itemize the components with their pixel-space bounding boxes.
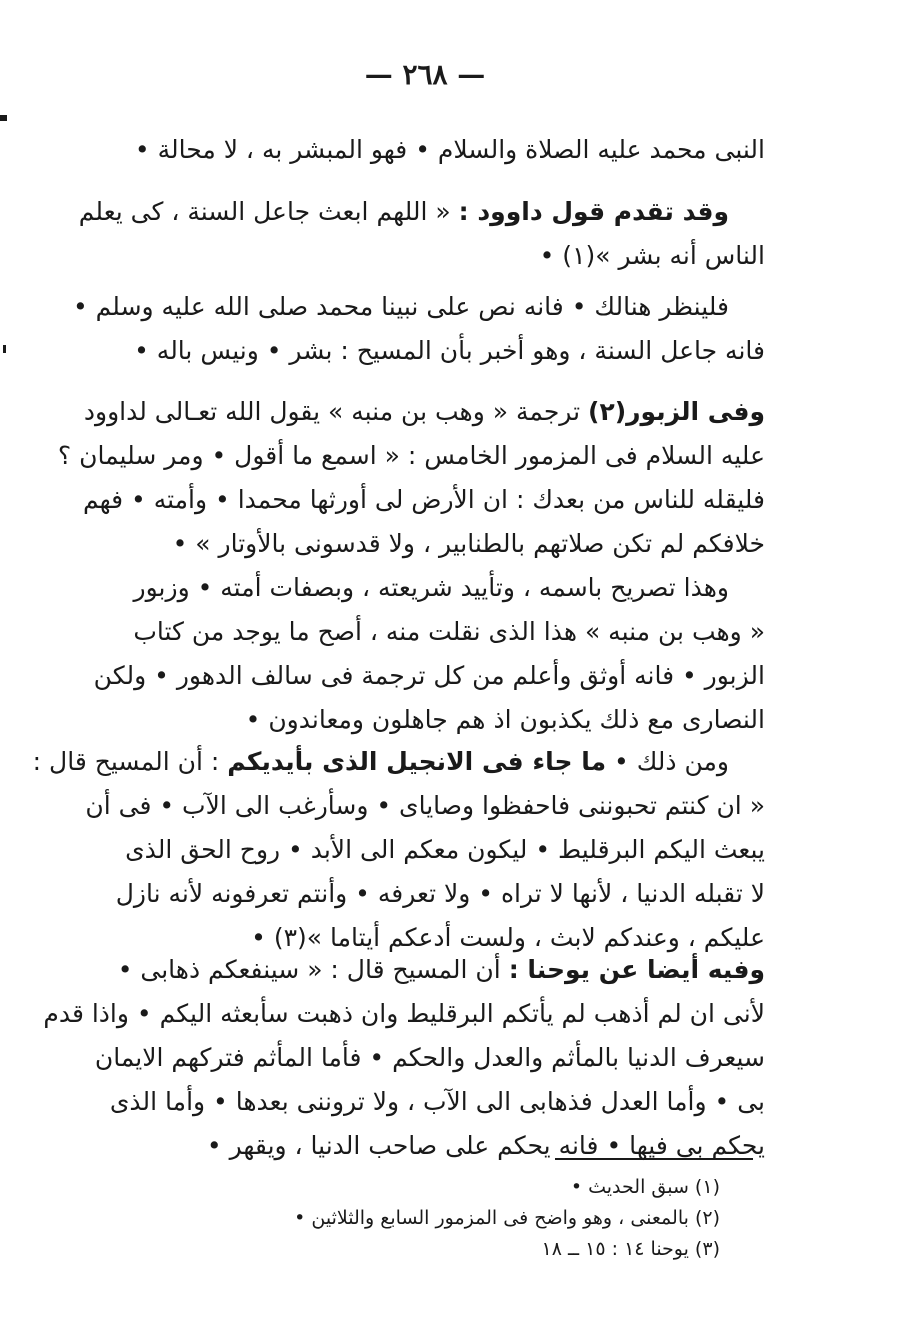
bold-heading-run: وفى الزبور(٢) xyxy=(588,397,765,426)
bold-heading-run: وفيه أيضا عن يوحنا : xyxy=(508,955,765,984)
text-line: فليقله للناس من بعدك : ان الأرض لى أورثها محمدا • وأمته • فهم xyxy=(82,485,765,514)
paragraph xyxy=(32,740,765,960)
text-line: الناس أنه بشر »(١) • xyxy=(539,241,765,270)
footnote: (١) سبق الحديث • xyxy=(570,1176,720,1198)
text-line: لا تقبله الدنيا ، لأنها لا تراه • ولا تعرفه • وأنتم تعرفونه لأنه نازل xyxy=(115,879,765,908)
text-line: النبى محمد عليه الصلاة والسلام • فهو المبشر به ، لا محالة • xyxy=(134,135,765,164)
text-line: « ان كنتم تحبوننى فاحفظوا وصاياى • وسأرغب الى الآب • فى أن xyxy=(85,791,765,820)
text-line xyxy=(83,390,765,434)
text-line: سيعرف الدنيا بالمأثم والعدل والحكم • فأما المأثم فتركهم الايمان xyxy=(94,1043,765,1072)
text-line: فلينظر هنالك • فانه نص على نبينا محمد صلى الله عليه وسلم • xyxy=(72,292,729,321)
text-line: عليه السلام فى المزمور الخامس : « اسمع ما أقول • ومر سليمان ؟ xyxy=(57,441,765,470)
bold-heading-run: ما جاء فى الانجيل الذى بأيديكم xyxy=(227,747,607,776)
paragraph xyxy=(95,566,765,742)
text-line: عليكم ، وعندكم لابث ، ولست أدعكم أيتاما »(٣) • xyxy=(251,923,765,952)
text-line: بى • وأما العدل فذهابى الى الآب ، ولا تروننى بعدها • وأما الذى xyxy=(109,1087,765,1116)
footnote-separator xyxy=(555,1158,753,1160)
paragraph xyxy=(43,948,765,1168)
paragraph xyxy=(78,190,765,278)
page-number: — ٢٦٨ — xyxy=(364,58,486,91)
text-line: لأنى ان لم أذهب لم يأتكم البرقليط وان ذهبت سأبعثه اليكم • واذا قدم xyxy=(43,999,765,1028)
text-run: ومن ذلك • xyxy=(606,747,729,776)
text-line: فانه جاعل السنة ، وهو أخبر بأن المسيح : بشر • ونيس باله • xyxy=(134,336,765,365)
footnote: (٢) بالمعنى ، وهو واضح فى المزمور السابع والثلاثين • xyxy=(294,1207,720,1229)
text-line: يبعث اليكم البرقليط • ليكون معكم الى الأبد • روح الحق الذى xyxy=(125,835,765,864)
paragraph xyxy=(57,390,765,566)
footnotes xyxy=(294,1172,720,1265)
text-line: خلافكم لم تكن صلاتهم بالطنابير ، ولا قدسونى بالأوتار » • xyxy=(172,529,765,558)
scan-edge-mark xyxy=(3,345,6,353)
paragraph xyxy=(95,128,765,172)
text-line xyxy=(78,190,765,234)
text-line: الزبور • فانه أوثق وأعلم من كل ترجمة فى سالف الدهور • ولكن xyxy=(93,661,765,690)
bold-heading-run: وقد تقدم قول داوود : xyxy=(458,197,729,226)
text-run: ترجمة « وهب بن منبه » يقول الله تعـالى لداوود xyxy=(83,397,588,426)
footnote: (٣) يوحنا ١٤ : ١٥ ــ ١٨ xyxy=(541,1238,720,1260)
text-run: أن المسيح قال : « سينفعكم ذهابى • xyxy=(117,955,509,984)
text-line: النصارى مع ذلك يكذبون اذ هم جاهلون ومعاندون • xyxy=(245,705,765,734)
text-line xyxy=(32,740,765,784)
text-line: وهذا تصريح باسمه ، وتأييد شريعته ، وبصفات أمته • وزبور xyxy=(133,573,729,602)
text-line: يحكم بى فيها • فانه يحكم على صاحب الدنيا ، ويقهر • xyxy=(206,1131,765,1160)
scan-edge-mark xyxy=(0,115,7,121)
paragraph xyxy=(72,285,765,373)
text-line: « وهب بن منبه » هذا الذى نقلت منه ، أصح ما يوجد من كتاب xyxy=(133,617,765,646)
text-run: : أن المسيح قال : xyxy=(32,747,228,776)
text-line xyxy=(95,948,765,992)
text-run: « اللهم ابعث جاعل السنة ، كى يعلم xyxy=(78,197,459,226)
